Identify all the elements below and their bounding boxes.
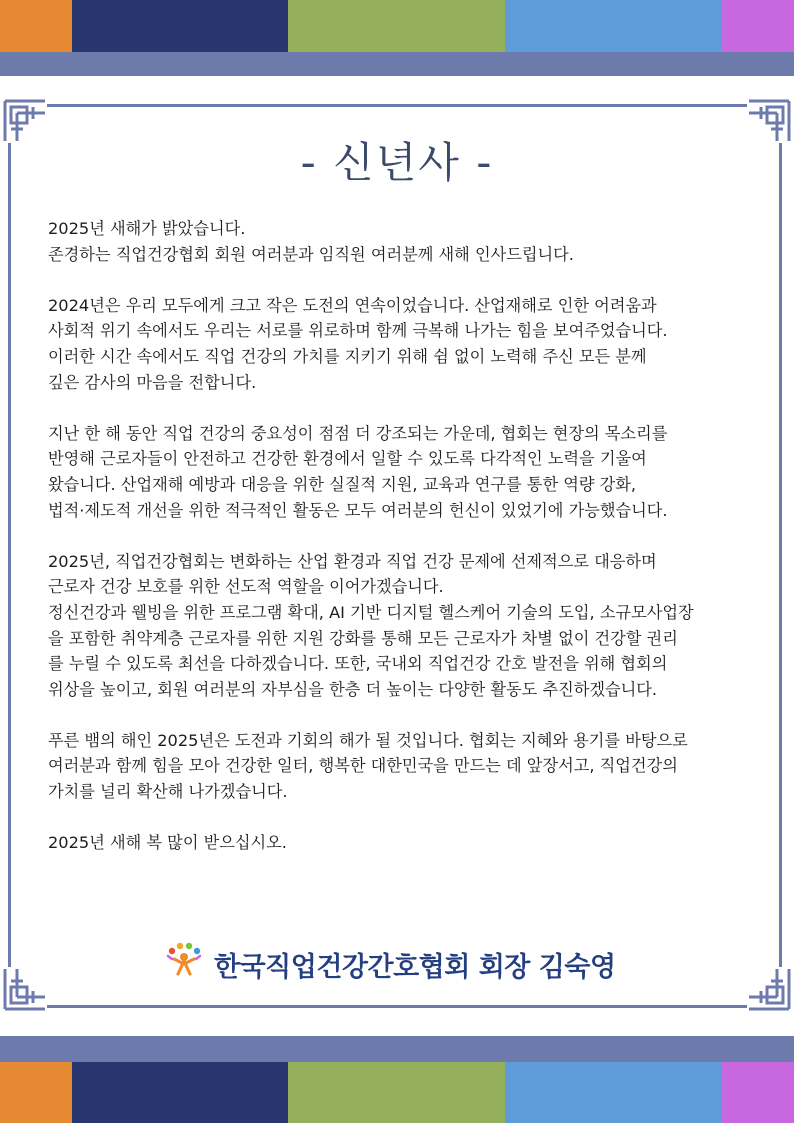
paragraph-line: 반영해 근로자들이 안전하고 건강한 환경에서 일할 수 있도록 다각적인 노력을 기울여 xyxy=(48,449,647,469)
top-band xyxy=(0,52,794,76)
bottom-band xyxy=(0,1036,794,1062)
paragraph xyxy=(48,216,754,267)
paragraph-line: 왔습니다. 산업재해 예방과 대응을 위한 실질적 지원, 교육과 연구를 통한 역량 강화, xyxy=(48,474,637,494)
paragraph-line: 가치를 널리 확산해 나가겠습니다. xyxy=(48,782,288,802)
corner-ornament-bottom-left xyxy=(3,967,47,1011)
paragraph-line: 법적·제도적 개선을 위한 적극적인 활동은 모두 여러분의 헌신이 있었기에 가능했습니다. xyxy=(48,500,668,520)
top-margin xyxy=(0,76,794,100)
paragraph-line: 위상을 높이고, 회원 여러분의 자부심을 한층 더 높이는 다양한 활동도 추진하겠습니다. xyxy=(48,679,658,699)
paragraph xyxy=(48,421,754,523)
paragraph-line: 근로자 건강 보호를 위한 선도적 역할을 이어가겠습니다. xyxy=(48,577,444,597)
paragraph-line: 깊은 감사의 마음을 전합니다. xyxy=(48,372,257,392)
paragraph-line: 2025년 새해가 밝았습니다. xyxy=(48,219,246,238)
corner-ornament-bottom-right xyxy=(747,967,791,1011)
stripe-blue xyxy=(505,0,722,52)
paragraph-line: 사회적 위기 속에서도 우리는 서로를 위로하며 함께 극복해 나가는 힘을 보여주었습니다. xyxy=(48,321,668,341)
paragraph xyxy=(48,293,754,395)
paragraph-line: 2024년은 우리 모두에게 크고 작은 도전의 연속이었습니다. 산업재해로 인한 어려움과 xyxy=(48,295,657,315)
paragraph-line: 정신건강과 웰빙을 위한 프로그램 확대, AI 기반 디지털 헬스케어 기술의 도입, 소규모사업장 xyxy=(48,602,694,622)
paragraph xyxy=(48,830,754,856)
stripe-green xyxy=(288,0,505,52)
paragraph-line: 지난 한 해 동안 직업 건강의 중요성이 점점 더 강조되는 가운데, 협회는 현장의 목소리를 xyxy=(48,423,668,443)
page-title: - 신년사 - xyxy=(300,138,494,187)
stripe-orange xyxy=(0,1062,72,1123)
stripe-violet xyxy=(722,0,794,52)
paragraph-line: 2025년 새해 복 많이 받으십시오. xyxy=(48,833,287,853)
paragraph xyxy=(48,728,754,805)
stripe-green xyxy=(288,1062,505,1123)
paragraph-line: 을 포함한 취약계층 근로자를 위한 지원 강화를 통해 모든 근로자가 차별 없이 건강할 권리 xyxy=(48,628,678,648)
letter-body xyxy=(48,216,754,881)
paragraph-line: 이러한 시간 속에서도 직업 건강의 가치를 지키기 위해 쉼 없이 노력해 주신 모든 분께 xyxy=(48,346,647,366)
letter-card xyxy=(0,100,794,1016)
stripe-blue xyxy=(505,1062,722,1123)
paragraph-line: 여러분과 함께 힘을 모아 건강한 일터, 행복한 대한민국을 만드는 데 앞장서고, 직업건강의 xyxy=(48,756,678,776)
paragraph xyxy=(48,549,754,703)
stripe-violet xyxy=(722,1062,794,1123)
paragraph-line: 존경하는 직업건강협회 회원 여러분과 임직원 여러분께 새해 인사드립니다. xyxy=(48,244,574,264)
paragraph-line: 푸른 뱀의 해인 2025년은 도전과 기회의 해가 될 것입니다. 협회는 지혜와 용기를 바탕으로 xyxy=(48,730,688,750)
bottom-color-stripe xyxy=(0,1062,794,1123)
association-logo-icon xyxy=(162,942,206,986)
signature-block xyxy=(162,940,616,988)
paragraph-line: 2025년, 직업건강협회는 변화하는 산업 환경과 직업 건강 문제에 선제적으로 대응하며 xyxy=(48,551,657,571)
bottom-margin xyxy=(0,1016,794,1036)
signature-text: 한국직업건강간호협회 회장 김숙영 xyxy=(214,951,616,983)
paragraph-line: 를 누릴 수 있도록 최선을 다하겠습니다. 또한, 국내외 직업건강 간호 발전을 위해 협회의 xyxy=(48,654,668,674)
stripe-orange xyxy=(0,0,72,52)
stripe-navy xyxy=(72,1062,288,1123)
stripe-navy xyxy=(72,0,288,52)
top-color-stripe xyxy=(0,0,794,52)
